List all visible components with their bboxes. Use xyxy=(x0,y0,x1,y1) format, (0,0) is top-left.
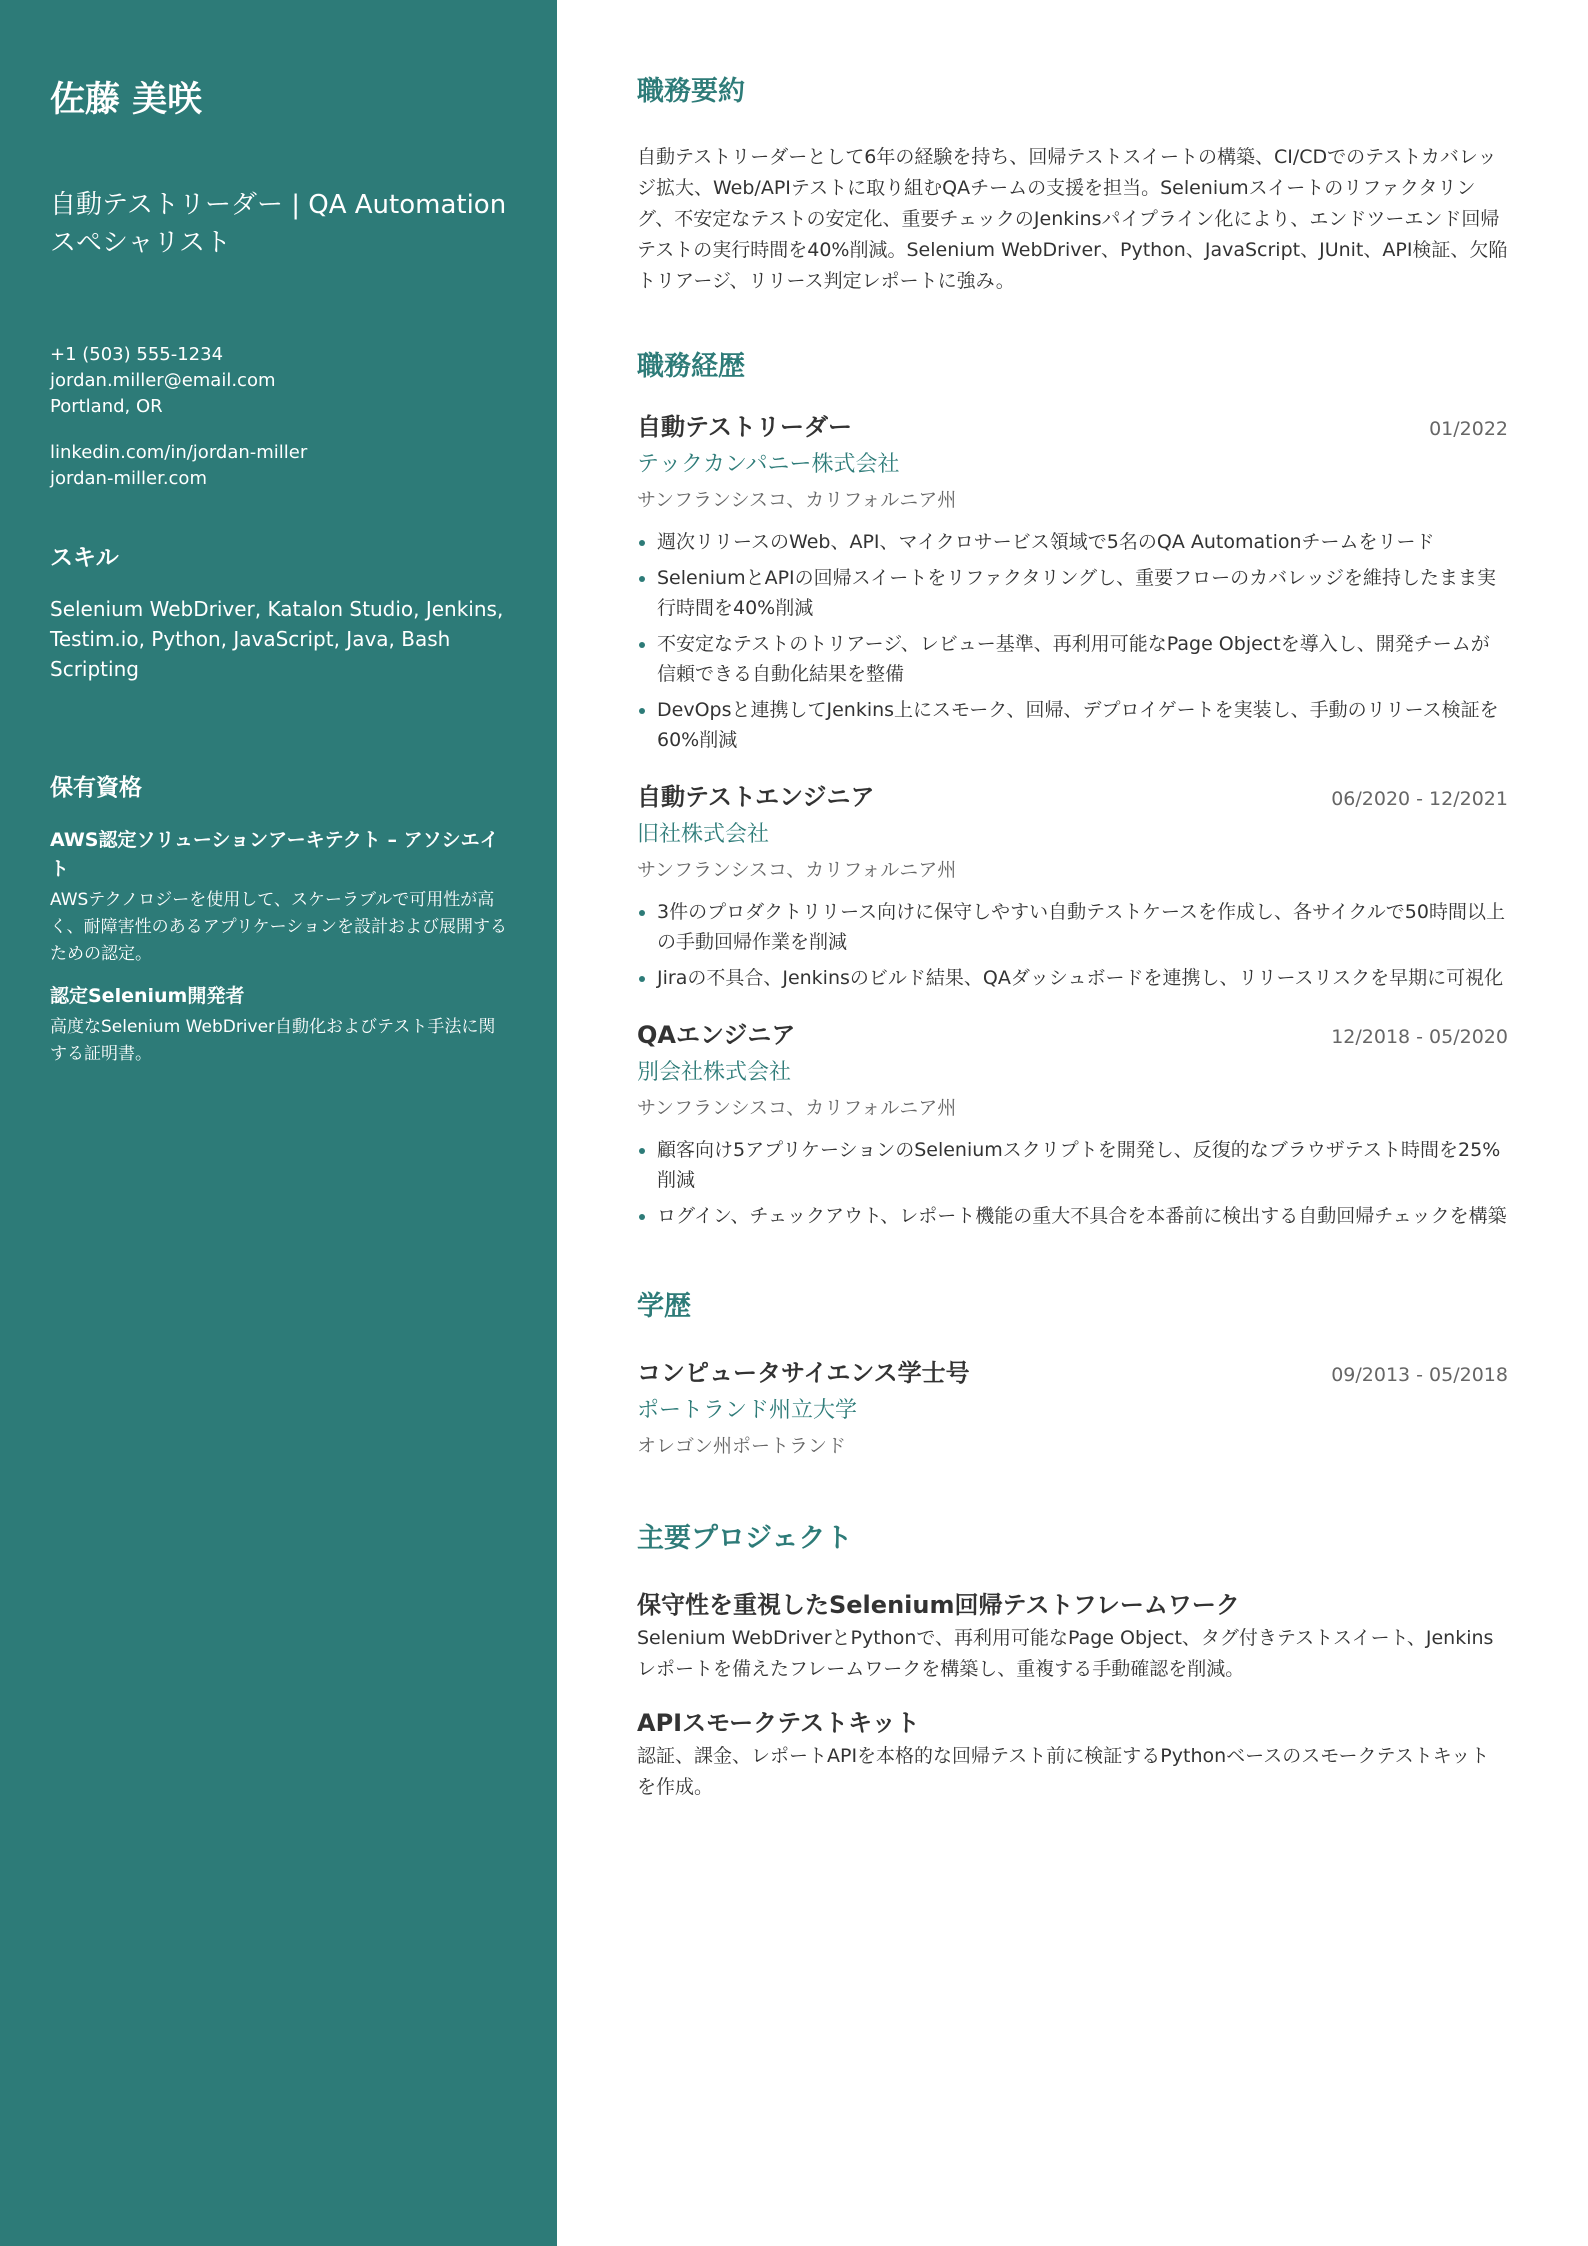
job-date: 12/2018 - 05/2020 xyxy=(1331,1026,1508,1048)
job-company: テックカンパニー株式会社 xyxy=(637,452,900,477)
job-company: 旧社株式会社 xyxy=(637,822,770,847)
cert-item xyxy=(50,826,507,968)
experience-heading: 職務経歴 xyxy=(637,351,745,382)
skills-heading: スキル xyxy=(50,545,119,571)
education-heading: 学歴 xyxy=(637,1291,691,1322)
education-degree: コンピュータサイエンス学士号 xyxy=(637,1359,970,1387)
candidate-name: 佐藤 美咲 xyxy=(50,80,203,120)
job-bullets xyxy=(637,897,1508,993)
contact-gap xyxy=(50,420,507,440)
job-title: QAエンジニア xyxy=(637,1021,796,1049)
contact-linkedin[interactable]: linkedin.com/in/jordan-miller xyxy=(50,442,308,463)
job-bullet: DevOpsと連携してJenkins上にスモーク、回帰、デプロイゲートを実装し、手動のリリース検証を60%削減 xyxy=(657,695,1508,755)
skills-list: Selenium WebDriver, Katalon Studio, Jenkins, Testim.io, Python, JavaScript, Java, Bash Scripting xyxy=(50,597,504,681)
job-entry xyxy=(637,779,1508,993)
job-title: 自動テストエンジニア xyxy=(637,783,875,811)
job-bullet: 3件のプロダクトリリース向けに保守しやすい自動テストケースを作成し、各サイクルで50時間以上の手動回帰作業を削減 xyxy=(657,897,1508,957)
job-bullet: 不安定なテストのトリアージ、レビュー基準、再利用可能なPage Objectを導入し、開発チームが信頼できる自動化結果を整備 xyxy=(657,629,1508,689)
project-desc: 認証、課金、レポートAPIを本格的な回帰テスト前に検証するPythonベースのスモークテストキットを作成。 xyxy=(637,1745,1490,1798)
candidate-title: 自動テストリーダー | QA Automation スペシャリスト xyxy=(50,190,507,258)
sidebar xyxy=(0,0,557,2246)
contact-website[interactable]: jordan-miller.com xyxy=(50,468,207,489)
contact-info xyxy=(50,342,507,492)
job-title: 自動テストリーダー xyxy=(637,413,853,441)
education-location: オレゴン州ポートランド xyxy=(637,1435,847,1457)
cert-item xyxy=(50,982,507,1068)
main-content xyxy=(557,0,1588,2246)
summary-text: 自動テストリーダーとして6年の経験を持ち、回帰テストスイートの構築、CI/CDでのテストカバレッジ拡大、Web/APIテストに取り組むQAチームの支援を担当。Seleniumスイートのリファクタリング、不安定なテストの安定化、重要チェックのJenkinsパイプライン化により、エンドツーエンド回帰テストの実行時間を40%削減。Selenium WebDriver、Python、JavaScript、JUnit、API検証、欠陥トリアージ、リリース判定レポートに強み。 xyxy=(637,146,1508,292)
cert-desc: 高度なSelenium WebDriver自動化およびテスト手法に関する証明書。 xyxy=(50,1017,496,1064)
job-header xyxy=(637,1017,1508,1055)
job-entry xyxy=(637,409,1508,755)
job-bullets xyxy=(637,1135,1508,1231)
job-location: サンフランシスコ、カリフォルニア州 xyxy=(637,859,957,881)
cert-name: 認定Selenium開発者 xyxy=(50,985,245,1007)
job-entry xyxy=(637,1017,1508,1231)
summary-heading: 職務要約 xyxy=(637,76,745,107)
job-company: 別会社株式会社 xyxy=(637,1060,792,1085)
project-entry xyxy=(637,1587,1508,1685)
projects-heading: 主要プロジェクト xyxy=(637,1523,853,1554)
education-header xyxy=(637,1355,1508,1393)
job-bullet: 週次リリースのWeb、API、マイクロサービス領域で5名のQA Automationチームをリード xyxy=(657,527,1508,557)
contact-location: Portland, OR xyxy=(50,396,163,417)
job-date: 06/2020 - 12/2021 xyxy=(1331,788,1508,810)
job-date: 01/2022 xyxy=(1429,418,1508,440)
job-bullet: ログイン、チェックアウト、レポート機能の重大不具合を本番前に検出する自動回帰チェックを構築 xyxy=(657,1201,1508,1231)
contact-phone: +1 (503) 555-1234 xyxy=(50,344,224,365)
education-entry xyxy=(637,1355,1508,1463)
job-bullet: SeleniumとAPIの回帰スイートをリファクタリングし、重要フローのカバレッジを維持したまま実行時間を40%削減 xyxy=(657,563,1508,623)
cert-desc: AWSテクノロジーを使用して、スケーラブルで可用性が高く、耐障害性のあるアプリケーションを設計および展開するための認定。 xyxy=(50,890,507,964)
job-bullets xyxy=(637,527,1508,755)
project-title: APIスモークテストキット xyxy=(637,1709,920,1737)
education-school: ポートランド州立大学 xyxy=(637,1398,858,1423)
job-location: サンフランシスコ、カリフォルニア州 xyxy=(637,1097,957,1119)
cert-name: AWS認定ソリューションアーキテクト – アソシエイト xyxy=(50,829,499,880)
job-header xyxy=(637,409,1508,447)
project-desc: Selenium WebDriverとPythonで、再利用可能なPage Object、タグ付きテストスイート、Jenkinsレポートを備えたフレームワークを構築し、重複する手動確認を削減。 xyxy=(637,1627,1494,1680)
certifications-heading: 保有資格 xyxy=(50,775,142,801)
project-title: 保守性を重視したSelenium回帰テストフレームワーク xyxy=(637,1591,1240,1619)
job-header xyxy=(637,779,1508,817)
job-bullet: Jiraの不具合、Jenkinsのビルド結果、QAダッシュボードを連携し、リリースリスクを早期に可視化 xyxy=(657,963,1508,993)
project-entry xyxy=(637,1705,1508,1803)
contact-email[interactable]: jordan.miller@email.com xyxy=(50,370,276,391)
job-location: サンフランシスコ、カリフォルニア州 xyxy=(637,489,957,511)
job-bullet: 顧客向け5アプリケーションのSeleniumスクリプトを開発し、反復的なブラウザテスト時間を25%削減 xyxy=(657,1135,1508,1195)
education-date: 09/2013 - 05/2018 xyxy=(1331,1364,1508,1386)
